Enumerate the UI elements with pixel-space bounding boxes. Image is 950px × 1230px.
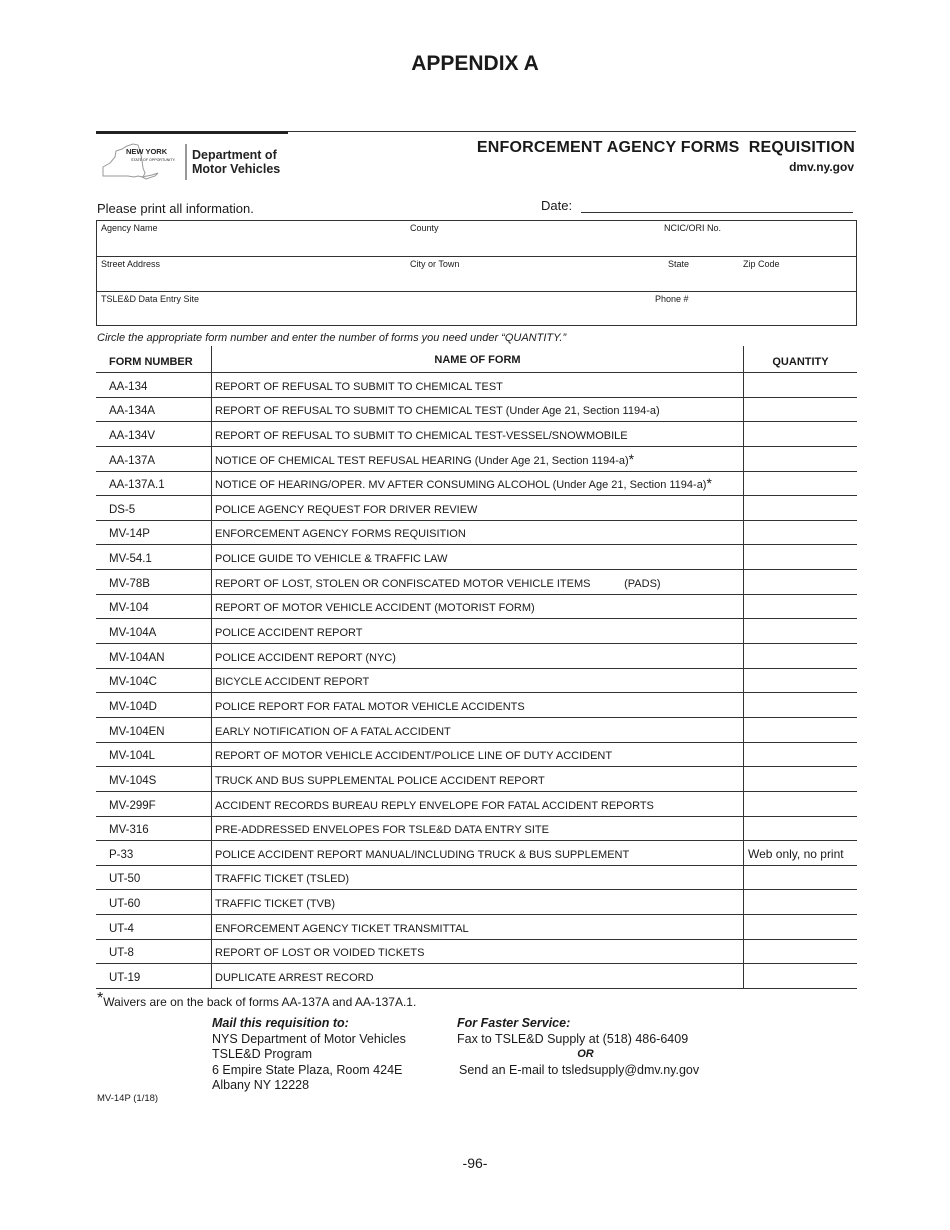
quantity-input[interactable] — [743, 447, 857, 471]
table-row[interactable] — [96, 545, 857, 570]
table-row[interactable] — [96, 619, 857, 644]
form-name-cell: TRUCK AND BUS SUPPLEMENTAL POLICE ACCIDENT REPORT — [211, 767, 743, 791]
form-name-cell: DUPLICATE ARREST RECORD — [211, 964, 743, 988]
form-number-cell[interactable]: MV-104AN — [109, 651, 165, 664]
form-name-cell: NOTICE OF CHEMICAL TEST REFUSAL HEARING (Under Age 21, Section 1194-a) * — [211, 447, 743, 471]
form-number-cell[interactable]: MV-104EN — [109, 725, 165, 738]
mail-line-3: 6 Empire State Plaza, Room 424E — [212, 1062, 403, 1077]
form-heading: ENFORCEMENT AGENCY FORMS REQUISITION — [476, 139, 855, 156]
form-number-cell[interactable]: MV-299F — [109, 799, 156, 812]
footnote-text: Waivers are on the back of forms AA-137A and AA-137A.1. — [103, 995, 417, 1009]
form-name-cell: POLICE ACCIDENT REPORT MANUAL/INCLUDING TRUCK & BUS SUPPLEMENT — [211, 841, 743, 865]
quantity-input[interactable] — [743, 964, 857, 988]
table-row[interactable] — [96, 767, 857, 792]
table-row[interactable] — [96, 373, 857, 398]
form-number-cell[interactable]: UT-50 — [109, 873, 141, 886]
footnote — [97, 990, 417, 1011]
quantity-input[interactable] — [743, 792, 857, 816]
city-town-label: City or Town — [410, 259, 460, 269]
quantity-input[interactable] — [743, 422, 857, 446]
table-row[interactable] — [96, 570, 857, 595]
quantity-input[interactable] — [743, 496, 857, 520]
table-row[interactable] — [96, 841, 857, 866]
page-title: APPENDIX A — [411, 52, 539, 75]
waiver-mark: * — [706, 475, 712, 492]
info-row-address[interactable] — [97, 256, 856, 292]
site-url: dmv.ny.gov — [789, 160, 854, 174]
quantity-input[interactable] — [743, 472, 857, 496]
info-row-site[interactable] — [97, 291, 856, 327]
table-row[interactable] — [96, 669, 857, 694]
agency-name-label: Agency Name — [101, 223, 158, 233]
form-name-cell: ENFORCEMENT AGENCY TICKET TRANSMITTAL — [211, 915, 743, 939]
table-row[interactable] — [96, 866, 857, 891]
mail-line-4: Albany NY 12228 — [212, 1078, 310, 1092]
county-label: County — [410, 223, 439, 233]
info-row-agency[interactable] — [97, 221, 856, 256]
mail-heading: Mail this requisition to: — [212, 1016, 349, 1030]
table-row[interactable] — [96, 792, 857, 817]
state-label: State — [668, 259, 690, 269]
table-row[interactable] — [96, 693, 857, 718]
form-name-cell: BICYCLE ACCIDENT REPORT — [211, 669, 743, 693]
form-name-cell: REPORT OF MOTOR VEHICLE ACCIDENT (MOTORIST FORM) — [211, 595, 743, 619]
table-row[interactable] — [96, 644, 857, 669]
form-name-cell: TRAFFIC TICKET (TVB) — [211, 890, 743, 914]
fax-line: Fax to TSLE&D Supply at (518) 486-6409 — [457, 1031, 689, 1046]
table-row[interactable] — [96, 890, 857, 915]
date-field[interactable] — [581, 212, 853, 213]
form-name-cell: TRAFFIC TICKET (TSLED) — [211, 866, 743, 890]
ncic-ori-label: NCIC/ORI No. — [664, 223, 722, 233]
form-name-cell: PRE-ADDRESSED ENVELOPES FOR TSLE&D DATA ENTRY SITE — [211, 817, 743, 841]
form-name-cell: POLICE ACCIDENT REPORT — [211, 619, 743, 643]
logo-state-text: NEW YORK — [126, 147, 168, 156]
page-number: -96- — [462, 1155, 488, 1171]
quantity-input[interactable] — [743, 373, 857, 397]
form-name-cell: POLICE GUIDE TO VEHICLE & TRAFFIC LAW — [211, 545, 743, 569]
table-row[interactable] — [96, 743, 857, 768]
table-row[interactable] — [96, 940, 857, 965]
quantity-input[interactable] — [743, 890, 857, 914]
header-form-number: FORM NUMBER — [109, 356, 193, 368]
quantity-input[interactable]: Web only, no print — [743, 841, 857, 865]
header-form-name: NAME OF FORM — [211, 346, 743, 372]
logo-agency-line1: Department of — [192, 148, 277, 162]
form-number-cell[interactable]: UT-60 — [109, 898, 141, 911]
form-name-cell: EARLY NOTIFICATION OF A FATAL ACCIDENT — [211, 718, 743, 742]
or-text: OR — [577, 1048, 594, 1060]
quantity-input[interactable] — [743, 866, 857, 890]
faster-heading: For Faster Service: — [457, 1016, 571, 1030]
agency-info-box — [96, 220, 857, 326]
mail-line-2: TSLE&D Program — [212, 1047, 313, 1061]
form-number-cell[interactable]: UT-4 — [109, 922, 134, 935]
table-row[interactable] — [96, 447, 857, 472]
quantity-input[interactable] — [743, 693, 857, 717]
date-label: Date: — [541, 198, 573, 213]
form-name-cell: REPORT OF REFUSAL TO SUBMIT TO CHEMICAL TEST-VESSEL/SNOWMOBILE — [211, 422, 743, 446]
mail-address-block — [212, 1016, 406, 1094]
form-number-cell[interactable]: AA-134A — [109, 405, 156, 418]
form-number-cell[interactable]: AA-137A — [109, 454, 156, 467]
table-header-row — [96, 346, 857, 373]
quantity-input[interactable] — [743, 718, 857, 742]
form-number-cell[interactable]: MV-14P — [109, 528, 150, 541]
quantity-input[interactable] — [743, 595, 857, 619]
form-number-cell[interactable]: MV-104C — [109, 676, 157, 689]
ny-state-map-icon — [100, 140, 300, 184]
form-name-cell: ENFORCEMENT AGENCY FORMS REQUISITION — [211, 521, 743, 545]
form-number-cell[interactable]: UT-19 — [109, 971, 141, 984]
quantity-input[interactable] — [743, 915, 857, 939]
form-number-cell[interactable]: MV-78B — [109, 577, 150, 590]
form-number-cell[interactable]: MV-316 — [109, 824, 149, 837]
form-name-cell: ACCIDENT RECORDS BUREAU REPLY ENVELOPE FOR FATAL ACCIDENT REPORTS — [211, 792, 743, 816]
quantity-input[interactable] — [743, 743, 857, 767]
zip-code-label: Zip Code — [743, 259, 780, 269]
form-number-cell[interactable]: MV-104D — [109, 700, 157, 713]
waiver-mark: * — [628, 450, 635, 467]
form-number-cell[interactable]: P-33 — [109, 848, 134, 861]
table-row[interactable] — [96, 422, 857, 447]
quantity-input[interactable] — [743, 817, 857, 841]
form-number-cell[interactable]: AA-137A.1 — [109, 479, 165, 492]
print-note: Please print all information. — [97, 201, 254, 216]
table-row[interactable] — [96, 817, 857, 842]
form-code: MV-14P (1/18) — [97, 1093, 159, 1104]
street-address-label: Street Address — [101, 259, 161, 269]
form-name-cell: REPORT OF LOST OR VOIDED TICKETS — [211, 940, 743, 964]
form-number-cell[interactable]: DS-5 — [109, 503, 136, 516]
form-number-cell[interactable]: MV-104S — [109, 774, 157, 787]
logo-agency-line2: Motor Vehicles — [192, 162, 281, 176]
form-number-cell[interactable]: MV-54.1 — [109, 553, 152, 566]
form-number-cell[interactable]: AA-134V — [109, 429, 156, 442]
table-row[interactable] — [96, 718, 857, 743]
quantity-input[interactable] — [743, 398, 857, 422]
form-number-cell[interactable]: UT-8 — [109, 947, 134, 960]
dmv-logo — [100, 140, 300, 184]
form-name-cell: POLICE AGENCY REQUEST FOR DRIVER REVIEW — [211, 496, 743, 520]
quantity-input[interactable] — [743, 940, 857, 964]
form-name-cell: NOTICE OF HEARING/OPER. MV AFTER CONSUMING ALCOHOL (Under Age 21, Section 1194-a) * — [211, 472, 743, 496]
header-quantity: QUANTITY — [743, 346, 857, 372]
quantity-input[interactable] — [743, 669, 857, 693]
header-rule-thick — [96, 131, 288, 134]
table-row[interactable] — [96, 398, 857, 423]
faster-service-block — [457, 1016, 714, 1078]
table-row[interactable] — [96, 496, 857, 521]
form-name-cell: REPORT OF MOTOR VEHICLE ACCIDENT/POLICE LINE OF DUTY ACCIDENT — [211, 743, 743, 767]
form-number-cell[interactable]: MV-104 — [109, 602, 149, 615]
footnote-mark: * — [97, 990, 104, 1007]
form-name-cell: REPORT OF REFUSAL TO SUBMIT TO CHEMICAL TEST (Under Age 21, Section 1194-a) — [211, 398, 743, 422]
quantity-input[interactable] — [743, 545, 857, 569]
form-number-cell[interactable]: MV-104L — [109, 750, 156, 763]
phone-label: Phone # — [655, 294, 689, 304]
form-name-cell: REPORT OF REFUSAL TO SUBMIT TO CHEMICAL TEST — [211, 373, 743, 397]
quantity-input[interactable] — [743, 619, 857, 643]
form-name-cell: REPORT OF LOST, STOLEN OR CONFISCATED MOTOR VEHICLE ITEMS (PADS) — [211, 570, 743, 594]
data-entry-site-label: TSLE&D Data Entry Site — [101, 294, 200, 304]
form-number-cell[interactable]: MV-104A — [109, 627, 157, 640]
quantity-input[interactable] — [743, 570, 857, 594]
form-name-cell: POLICE ACCIDENT REPORT (NYC) — [211, 644, 743, 668]
table-row[interactable] — [96, 472, 857, 497]
instruction-text: Circle the appropriate form number and enter the number of forms you need under “QUANTITY.” — [97, 332, 567, 344]
mail-line-1: NYS Department of Motor Vehicles — [212, 1031, 406, 1046]
email-line: Send an E-mail to tsledsupply@dmv.ny.gov — [459, 1062, 700, 1077]
table-row[interactable] — [96, 915, 857, 940]
quantity-input[interactable] — [743, 521, 857, 545]
table-row[interactable] — [96, 521, 857, 546]
form-name-cell: POLICE REPORT FOR FATAL MOTOR VEHICLE ACCIDENTS — [211, 693, 743, 717]
quantity-input[interactable] — [743, 767, 857, 791]
form-number-cell[interactable]: AA-134 — [109, 380, 148, 393]
table-row[interactable] — [96, 595, 857, 620]
logo-tagline-text: STATE OF OPPORTUNITY. — [131, 158, 176, 162]
quantity-input[interactable] — [743, 644, 857, 668]
table-row[interactable] — [96, 964, 857, 989]
